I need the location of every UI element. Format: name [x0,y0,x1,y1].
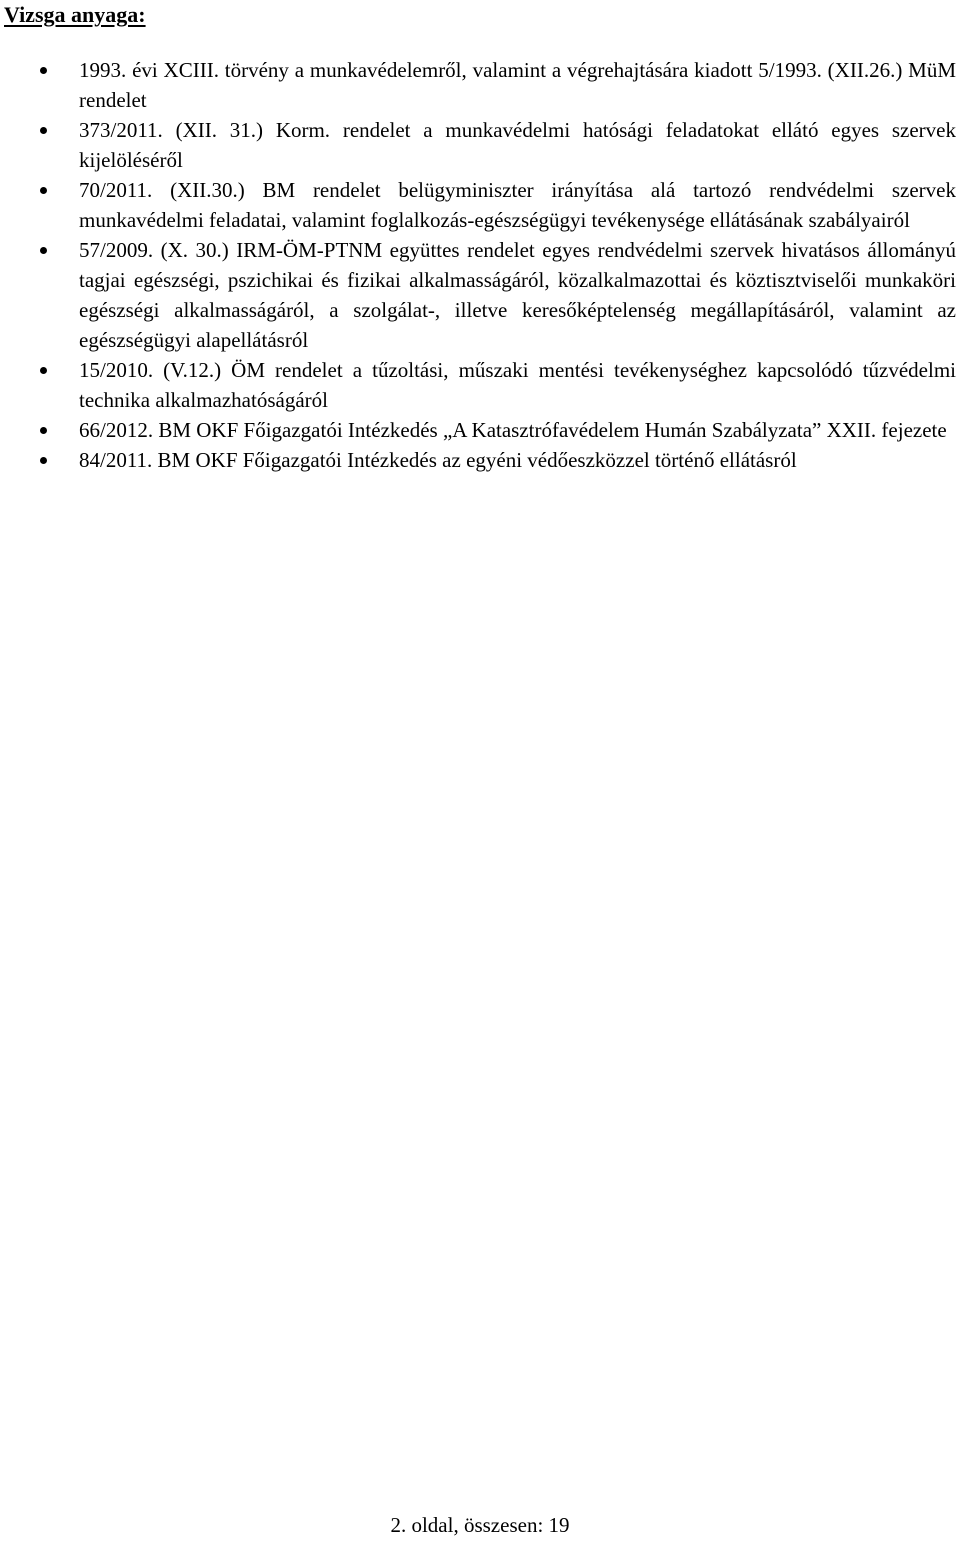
list-item-text: 1993. évi XCIII. törvény a munkavédelemről, valamint a végrehajtására kiadott 5/1993. (XII.26.) MüM rendelet [79,58,956,112]
list-item-text: 66/2012. BM OKF Főigazgatói Intézkedés „A Katasztrófavédelem Humán Szabályzata” XXII. fejezete [79,418,947,442]
bullet-icon [40,367,47,374]
page-footer: 2. oldal, összesen: 19 [390,1513,570,1537]
list-item [0,115,960,175]
bullet-icon [40,67,47,74]
list-item-text: 15/2010. (V.12.) ÖM rendelet a tűzoltási, műszaki mentési tevékenységhez kapcsolódó tűzvédelmi technika alkalmazhatóságáról [79,358,956,412]
bullet-icon [40,247,47,254]
list-item-text: 70/2011. (XII.30.) BM rendelet belügyminiszter irányítása alá tartozó rendvédelmi szervek munkavédelmi feladatai, valamint foglalkozás-egészségügyi tevékenysége ellátásának szabályairól [79,178,956,232]
list-item [0,55,960,115]
list-item [0,445,960,475]
exam-material-heading: Vizsga anyaga: [4,2,146,27]
list-item-text: 57/2009. (X. 30.) IRM-ÖM-PTNM együttes rendelet egyes rendvédelmi szervek hivatásos állományú tagjai egészségi, pszichikai és fizikai alkalmasságáról, közalkalmazottai és köztisztviselői munkaköri egészségi alkalmasságáról, a szolgálat-, illetve keresőképtelenség megállapításáról, valamint az egészségügyi alapellátásról [79,238,956,352]
list-item [0,235,960,355]
list-item-text: 84/2011. BM OKF Főigazgatói Intézkedés az egyéni védőeszközzel történő ellátásról [79,448,797,472]
bullet-icon [40,457,47,464]
bullet-icon [40,427,47,434]
list-item [0,355,960,415]
list-item [0,415,960,445]
regulation-list [0,55,960,475]
bullet-icon [40,127,47,134]
bullet-icon [40,187,47,194]
list-item-text: 373/2011. (XII. 31.) Korm. rendelet a munkavédelmi hatósági feladatokat ellátó egyes szervek kijelöléséről [79,118,956,172]
list-item [0,175,960,235]
